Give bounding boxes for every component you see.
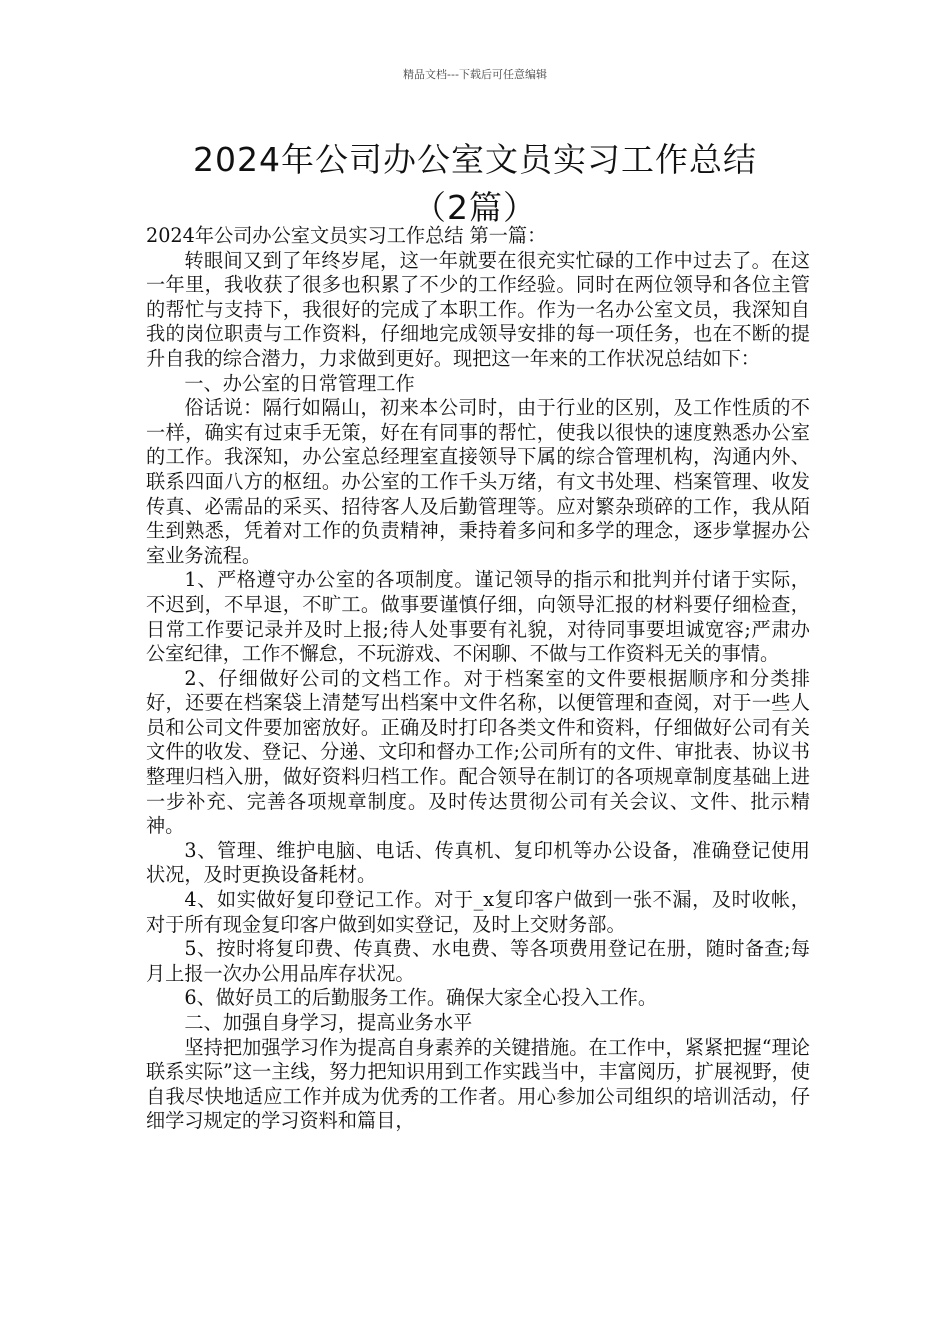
part-heading: 2024年公司办公室文员实习工作总结 第一篇：: [146, 224, 547, 247]
document-title-count: （2篇）: [413, 188, 537, 227]
list-item-1: 1、严格遵守办公室的各项制度。谨记领导的指示和批判并付诸于实际，不迟到，不早退，不旷工。做事要谨慎仔细，向领导汇报的材料要仔细检查，日常工作要记录并及时上报;待人处事要有礼貌，对待同事要坦诚宽容;严肃办公室纪律，工作不懈怠，不玩游戏、不闲聊、不做与工作资料无关的事情。: [146, 568, 810, 666]
body-paragraph: 俗话说：隔行如隔山，初来本公司时，由于行业的区别，及工作性质的不一样，确实有过束手无策，好在有同事的帮忙，使我以很快的速度熟悉办公室的工作。我深知，办公室总经理室直接领导下属的综合管理机构，沟通内外、联系四面八方的枢纽。办公室的工作千头万绪，有文书处理、档案管理、收发传真、必需品的采买、招待客人及后勤管理等。应对繁杂琐碎的工作，我从陌生到熟悉，凭着对工作的负责精神，秉持着多问和多学的理念，逐步掌握办公室业务流程。: [146, 396, 810, 567]
list-item-3: 3、管理、维护电脑、电话、传真机、复印机等办公设备，准确登记使用状况，及时更换设备耗材。: [146, 838, 810, 887]
list-item-2: 2、仔细做好公司的文档工作。对于档案室的文件要根据顺序和分类排好，还要在档案袋上清楚写出档案中文件名称，以便管理和查阅，对于一些人员和公司文件要加密放好。正确及时打印各类文件和资料，仔细做好公司有关文件的收发、登记、分递、文印和督办工作;公司所有的文件、审批表、协议书整理归档入册，做好资料归档工作。配合领导在制订的各项规章制度基础上进一步补充、完善各项规章制度。及时传达贯彻公司有关会议、文件、批示精神。: [146, 666, 810, 838]
body-paragraph: 坚持把加强学习作为提高自身素养的关键措施。在工作中，紧紧把握“理论联系实际”这一主线，努力把知识用到工作实践当中，丰富阅历，扩展视野，使自我尽快地适应工作并成为优秀的工作者。用心参加公司组织的培训活动，仔细学习规定的学习资料和篇目，: [146, 1035, 810, 1133]
list-item-4: 4、如实做好复印登记工作。对于_x复印客户做到一张不漏，及时收帐，对于所有现金复印客户做到如实登记，及时上交财务部。: [146, 888, 810, 936]
section-heading-2: 二、加强自身学习，提高业务水平: [184, 1011, 473, 1034]
section-heading-1: 一、办公室的日常管理工作: [184, 371, 415, 395]
list-item-6: 6、做好员工的后勤服务工作。确保大家全心投入工作。: [184, 986, 658, 1010]
document-title: 2024年公司办公室文员实习工作总结: [193, 140, 757, 179]
document-body: [146, 224, 810, 1134]
list-item-5: 5、按时将复印费、传真费、水电费、等各项费用登记在册，随时备查;每月上报一次办公用品库存状况。: [146, 937, 810, 985]
intro-paragraph: 转眼间又到了年终岁尾，这一年就要在很充实忙碌的工作中过去了。在这一年里，我收获了很多也积累了不少的工作经验。同时在两位领导和各位主管的帮忙与支持下，我很好的完成了本职工作。作为一名办公室文员，我深知自我的岗位职责与工作资料，仔细地完成领导安排的每一项任务，也在不断的提升自我的综合潜力，力求做到更好。现把这一年来的工作状况总结如下：: [146, 248, 810, 370]
header-note: 精品文档---下载后可任意编辑: [403, 68, 547, 81]
